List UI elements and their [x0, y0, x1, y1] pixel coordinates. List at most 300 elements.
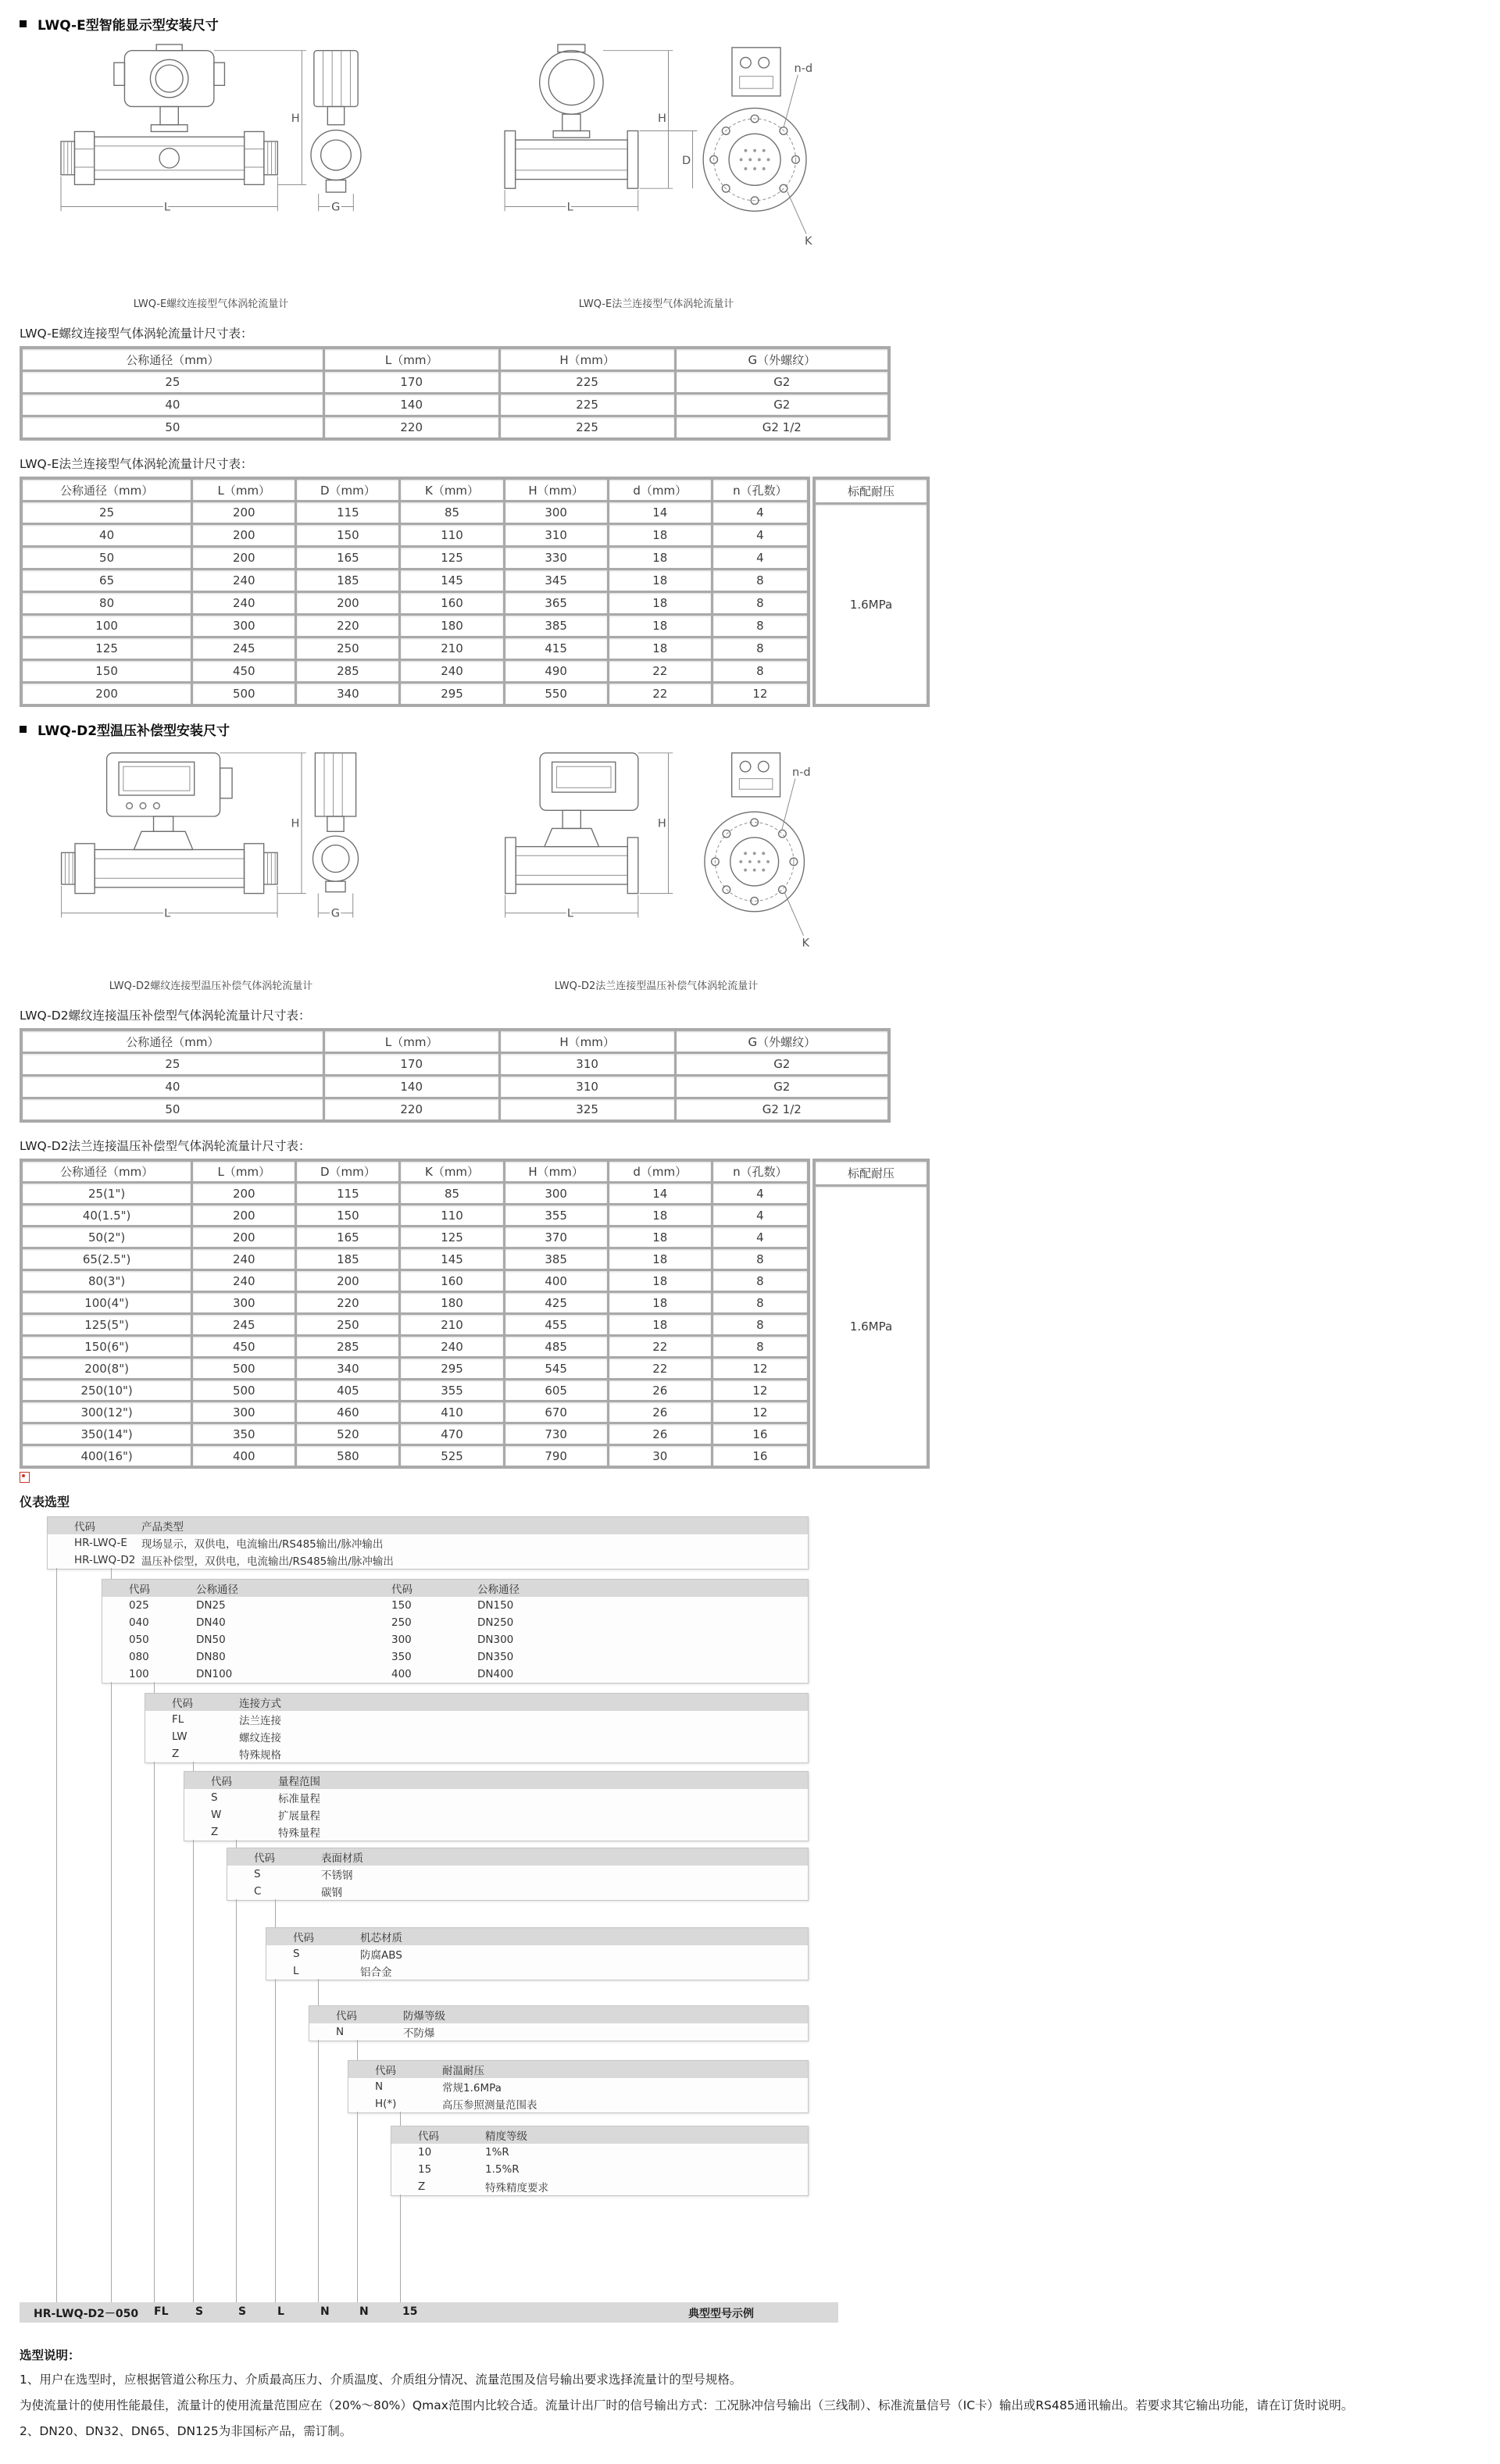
cell: 8: [713, 593, 807, 613]
cell: 30: [609, 1446, 711, 1466]
selection-block-rows: [48, 1534, 808, 1569]
tree-line: [154, 1682, 155, 1693]
figure-caption: LWQ-D2法兰连接型温压补偿气体涡轮流量计: [554, 980, 759, 992]
cell: G2: [677, 395, 888, 415]
selection-row: [391, 2161, 808, 2178]
table4-title: LWQ-D2法兰连接温压补偿型气体涡轮流量计尺寸表：: [20, 1139, 311, 1153]
code-column-header: 代码: [418, 2130, 439, 2143]
cell: 160: [401, 593, 502, 613]
table-lwq-e-threaded-dimensions: [20, 346, 891, 441]
table-lwq-e-flanged-dimensions: [20, 477, 810, 707]
pressure-column-header: 标配耐压: [816, 480, 927, 502]
cell: 470: [401, 1424, 502, 1444]
cell: 240: [193, 570, 295, 591]
cell: 140: [325, 395, 498, 415]
cell: 65: [23, 570, 191, 591]
table-row: [23, 1380, 807, 1400]
cell: 12: [713, 1402, 807, 1422]
cell: 300: [505, 502, 607, 523]
cell: 26: [609, 1380, 711, 1400]
cell: 200: [193, 1205, 295, 1225]
label-column-header: 防爆等级: [403, 2010, 445, 2023]
cell: 14: [609, 502, 711, 523]
cell: 285: [297, 661, 398, 681]
selection-heading: 仪表选型: [20, 1494, 70, 1509]
selection-block-rows: [145, 1711, 808, 1762]
cell: 790: [505, 1446, 607, 1466]
cell: 40: [23, 525, 191, 545]
description: 现场显示，双供电，电流输出/RS485输出/脉冲输出: [141, 1538, 384, 1551]
cell: 100: [23, 616, 191, 636]
cell: 8: [713, 1337, 807, 1356]
cell: 200: [193, 502, 295, 523]
table-row: [23, 616, 807, 636]
note-paragraph: 为使流量计的使用性能最佳，流量计的使用流量范围应在（20%～80%）Qmax范围内比较合适。流量计出厂时的信号输出方式：工况脉冲信号输出（三线制）、标准流量信号（IC卡）输出或RS485通讯输出。若要求其它输出功能，请在订货时说明。: [20, 2398, 1354, 2412]
code: S: [254, 1868, 261, 1880]
table-row: [23, 1402, 807, 1422]
cell: 100(4"): [23, 1293, 191, 1312]
cell: 150: [23, 661, 191, 681]
pressure-column: [812, 1159, 930, 1469]
section1-title: [20, 14, 1500, 34]
figure-caption: LWQ-D2螺纹连接型温压补偿气体涡轮流量计: [109, 980, 313, 992]
cell: 16: [713, 1446, 807, 1466]
cell: 200(8"): [23, 1359, 191, 1378]
code: S: [211, 1791, 218, 1804]
table-row: [23, 1184, 807, 1203]
cell: 300: [193, 1293, 295, 1312]
cell: 350(14"): [23, 1424, 191, 1444]
code: HR-LWQ-E: [74, 1537, 127, 1549]
description: DN25: [196, 1599, 226, 1612]
column-header: H（mm）: [501, 1031, 674, 1052]
table-row: [23, 684, 807, 704]
cell: 340: [297, 684, 398, 704]
table-row: [23, 570, 807, 591]
section1-drawings: [20, 43, 1500, 310]
table-row: [23, 661, 807, 681]
cell: 415: [505, 638, 607, 659]
cell: 18: [609, 1293, 711, 1312]
code: 150: [391, 1599, 412, 1612]
code: 10: [418, 2146, 432, 2159]
cell: 80: [23, 593, 191, 613]
selection-block-rows: [227, 1866, 808, 1900]
description: 标准量程: [278, 1793, 320, 1805]
cell: 22: [609, 661, 711, 681]
cell: 250(10"): [23, 1380, 191, 1400]
cell: 340: [297, 1359, 398, 1378]
cell: 300: [505, 1184, 607, 1203]
description: 特殊量程: [278, 1827, 320, 1840]
cell: 8: [713, 661, 807, 681]
broken-image-icon: [20, 1472, 30, 1483]
tree-line: [318, 1979, 319, 2005]
selection-block-header: [227, 1848, 808, 1866]
cell: 110: [401, 1205, 502, 1225]
selection-row: [266, 1945, 808, 1962]
description: 常规1.6MPa: [442, 2082, 502, 2094]
cell: 580: [297, 1446, 398, 1466]
description: 防腐ABS: [360, 1949, 402, 1962]
cell: 240: [193, 1249, 295, 1269]
cell: 150: [297, 1205, 398, 1225]
selection-block-explosion-proof: [309, 2005, 809, 2041]
cell: 330: [505, 548, 607, 568]
description: 法兰连接: [239, 1715, 281, 1727]
cell: 300: [193, 1402, 295, 1422]
cell: 40: [23, 1077, 323, 1097]
bullet-square-icon: [20, 20, 27, 27]
code: LW: [172, 1730, 188, 1743]
table-row: [23, 1359, 807, 1378]
cell: 550: [505, 684, 607, 704]
tree-line: [193, 1840, 194, 2302]
table-row: [23, 1227, 807, 1247]
dim-l-label: L: [164, 907, 171, 920]
label-column-header: 公称通径: [196, 1584, 238, 1596]
cell: 170: [325, 1054, 498, 1074]
dim-g-label: G: [330, 907, 340, 920]
description: DN400: [477, 1668, 514, 1680]
dim-d-label: D: [681, 155, 691, 168]
note-2: 2、DN20、DN32、DN65、DN125为非国标产品，需订制。: [20, 2424, 352, 2438]
cell: G2: [677, 1054, 888, 1074]
cell: 220: [325, 1099, 498, 1120]
code-column-header: 代码: [129, 1584, 150, 1596]
cell: 185: [297, 1249, 398, 1269]
code: 025: [129, 1599, 149, 1612]
cell: 180: [401, 616, 502, 636]
cell: 12: [713, 1359, 807, 1378]
section2-drawings: [20, 748, 1500, 992]
description: DN100: [196, 1668, 233, 1680]
tree-line: [111, 1568, 112, 1579]
label-column-header: 连接方式: [239, 1698, 281, 1710]
cell: 4: [713, 525, 807, 545]
pressure-value: 1.6MPa: [816, 505, 927, 704]
cell: 300(12"): [23, 1402, 191, 1422]
selection-block-product-type: [47, 1516, 809, 1569]
table-header-row: [23, 1162, 807, 1181]
selection-block-nominal-diameter: [102, 1579, 809, 1684]
cell: 125: [401, 548, 502, 568]
cell: 425: [505, 1293, 607, 1312]
description: 扩展量程: [278, 1810, 320, 1823]
cell: 200: [193, 525, 295, 545]
table-row: [23, 548, 807, 568]
cell: 18: [609, 593, 711, 613]
cell: 115: [297, 1184, 398, 1203]
tree-line: [193, 1762, 194, 1771]
selection-row: [184, 1789, 808, 1806]
cell: 225: [501, 372, 674, 392]
label-column-header: 机芯材质: [360, 1932, 402, 1944]
cell: 40: [23, 395, 323, 415]
selection-row: [391, 2144, 808, 2161]
cell: 240: [401, 1337, 502, 1356]
cell: 295: [401, 684, 502, 704]
selection-block-rows: [391, 2144, 808, 2195]
cell: 200: [23, 684, 191, 704]
cell: 490: [505, 661, 607, 681]
tree-line: [275, 1899, 276, 1927]
column-header: H（mm）: [505, 480, 607, 500]
cell: 22: [609, 1359, 711, 1378]
cell: 18: [609, 638, 711, 659]
cell: 25: [23, 1054, 323, 1074]
model-part: 15: [402, 2305, 418, 2318]
cell: 65(2.5"): [23, 1249, 191, 1269]
cell: G2: [677, 372, 888, 392]
column-header: G（外螺纹）: [677, 1031, 888, 1052]
table-lwq-d2-flanged-dimensions: [20, 1159, 810, 1469]
dim-h-label: H: [291, 817, 300, 830]
selection-block-rows: [309, 2023, 808, 2041]
cell: 8: [713, 616, 807, 636]
cell: 545: [505, 1359, 607, 1378]
drawing-lwq-d2-threaded: [47, 748, 375, 975]
description: 碳钢: [321, 1887, 342, 1899]
cell: 250: [297, 1315, 398, 1334]
cell: 730: [505, 1424, 607, 1444]
cell: 26: [609, 1424, 711, 1444]
cell: 180: [401, 1293, 502, 1312]
description: 高压参照测量范围表: [442, 2099, 538, 2112]
column-header: K（mm）: [401, 1162, 502, 1181]
notes-heading: 选型说明：: [20, 2348, 80, 2362]
cell: 18: [609, 616, 711, 636]
code: L: [293, 1965, 299, 1977]
cell: 22: [609, 1337, 711, 1356]
label-column-header: 产品类型: [141, 1521, 184, 1534]
cell: 25(1"): [23, 1184, 191, 1203]
cell: 400(16"): [23, 1446, 191, 1466]
selection-row: [102, 1648, 808, 1666]
dim-h-label: H: [657, 817, 666, 830]
cell: 520: [297, 1424, 398, 1444]
selection-row: [348, 2078, 808, 2095]
selection-row: [145, 1745, 808, 1762]
selection-block-header: [48, 1517, 808, 1534]
selection-row: [184, 1823, 808, 1841]
column-header: 公称通径（mm）: [23, 1162, 191, 1181]
selection-block-range: [184, 1771, 809, 1841]
selection-block-temp-pressure: [348, 2060, 809, 2113]
code: 350: [391, 1651, 412, 1663]
cell: 8: [713, 1315, 807, 1334]
description: 1.5%R: [485, 2163, 520, 2176]
cell: 18: [609, 525, 711, 545]
table-header-row: [23, 349, 888, 370]
cell: 18: [609, 1315, 711, 1334]
cell: 325: [501, 1099, 674, 1120]
cell: 245: [193, 1315, 295, 1334]
cell: 370: [505, 1227, 607, 1247]
note-1: 1、用户在选型时，应根据管道公称压力、介质最高压力、介质温度、介质组分情况、流量范围及信号输出要求选择流量计的型号规格。: [20, 2373, 742, 2387]
cell: 26: [609, 1402, 711, 1422]
cell: 450: [193, 1337, 295, 1356]
code: HR-LWQ-D2: [74, 1554, 136, 1566]
cell: 80(3"): [23, 1271, 191, 1291]
code-column-header: 代码: [293, 1932, 314, 1944]
column-header: L（mm）: [193, 480, 295, 500]
cell: 4: [713, 1205, 807, 1225]
table1-title: LWQ-E螺纹连接型气体涡轮流量计尺寸表：: [20, 327, 253, 341]
dim-l-label: L: [566, 201, 573, 214]
code: W: [211, 1809, 222, 1821]
cell: 150(6"): [23, 1337, 191, 1356]
cell: 500: [193, 684, 295, 704]
table-row: [23, 593, 807, 613]
table-row: [23, 1293, 807, 1312]
cell: 125: [23, 638, 191, 659]
dim-g-label: G: [331, 201, 341, 214]
cell: 40(1.5"): [23, 1205, 191, 1225]
description: DN80: [196, 1651, 226, 1663]
description: 特殊规格: [239, 1749, 281, 1762]
code: 15: [418, 2163, 432, 2176]
code-column-header: 代码: [74, 1521, 95, 1534]
pressure-column-header: 标配耐压: [816, 1162, 927, 1184]
selection-row: [227, 1866, 808, 1883]
table-row: [23, 372, 888, 392]
cell: 8: [713, 1271, 807, 1291]
table-lwq-e-flanged-wrap: [20, 477, 1500, 707]
cell: 220: [297, 616, 398, 636]
selection-block-header: [102, 1580, 808, 1597]
pressure-column: [812, 477, 930, 707]
drawing-lwq-d2-flanged: [477, 748, 836, 975]
cell: 670: [505, 1402, 607, 1422]
cell: 450: [193, 661, 295, 681]
table-row: [23, 1249, 807, 1269]
code: FL: [172, 1713, 184, 1726]
model-part: N: [359, 2305, 369, 2318]
cell: 18: [609, 1271, 711, 1291]
description: 特殊精度要求: [485, 2182, 548, 2194]
cell: 165: [297, 1227, 398, 1247]
cell: 455: [505, 1315, 607, 1334]
column-header: H（mm）: [505, 1162, 607, 1181]
drawing-lwq-e-flanged: [477, 43, 836, 293]
description: 螺纹连接: [239, 1732, 281, 1744]
cell: G2: [677, 1077, 888, 1097]
selection-row: [48, 1552, 808, 1569]
cell: 16: [713, 1424, 807, 1444]
model-part: S: [238, 2305, 247, 2318]
cell: 200: [193, 1184, 295, 1203]
dim-h-label: H: [291, 112, 300, 125]
cell: 110: [401, 525, 502, 545]
selection-row: [227, 1883, 808, 1900]
cell: 345: [505, 570, 607, 591]
cell: 170: [325, 372, 498, 392]
cell: 400: [193, 1446, 295, 1466]
cell: 160: [401, 1271, 502, 1291]
selection-block-surface-material: [227, 1848, 809, 1901]
tree-line: [236, 1840, 237, 1848]
selection-row: [102, 1631, 808, 1648]
table-row: [23, 638, 807, 659]
selection-block-connection-type: [145, 1693, 809, 1763]
cell: 220: [325, 417, 498, 437]
label-column-header: 表面材质: [321, 1852, 363, 1865]
selection-tree: [20, 1516, 1500, 2335]
cell: 605: [505, 1380, 607, 1400]
selection-block-core-material: [266, 1927, 809, 1980]
figure-lwq-e-flanged: [477, 43, 836, 310]
cell: 310: [501, 1054, 674, 1074]
cell: 150: [297, 525, 398, 545]
selection-block-header: [391, 2127, 808, 2144]
cell: 85: [401, 1184, 502, 1203]
table-row: [23, 1446, 807, 1466]
section2-title-text: LWQ-D2型温压补偿型安装尺寸: [38, 723, 230, 739]
selection-row: [391, 2178, 808, 2195]
column-header: n（孔数）: [713, 480, 807, 500]
table-header-row: [23, 1031, 888, 1052]
table-row: [23, 1424, 807, 1444]
table-row: [23, 417, 888, 437]
cell: 295: [401, 1359, 502, 1378]
cell: 18: [609, 1249, 711, 1269]
selection-block-header: [266, 1928, 808, 1945]
code-column-header: 代码: [211, 1776, 232, 1788]
table-row: [23, 1337, 807, 1356]
figure-caption: LWQ-E螺纹连接型气体涡轮流量计: [133, 298, 289, 310]
cell: 210: [401, 638, 502, 659]
column-header: 公称通径（mm）: [23, 349, 323, 370]
cell: 8: [713, 1249, 807, 1269]
typical-model-bar: [20, 2302, 838, 2323]
cell: 8: [713, 638, 807, 659]
code-column-header: 代码: [254, 1852, 275, 1865]
drawing-lwq-e-threaded: [47, 43, 375, 293]
selection-row: [309, 2023, 808, 2041]
table-row: [23, 1099, 888, 1120]
cell: 355: [401, 1380, 502, 1400]
column-header: 公称通径（mm）: [23, 480, 191, 500]
code: N: [336, 2026, 345, 2038]
column-header: L（mm）: [325, 349, 498, 370]
code: 080: [129, 1651, 149, 1663]
figure-caption: LWQ-E法兰连接型气体涡轮流量计: [578, 298, 734, 310]
dim-nd-label: n-d: [794, 62, 813, 75]
column-header: L（mm）: [193, 1162, 295, 1181]
description: 温压补偿型，双供电，电流输出/RS485输出/脉冲输出: [141, 1555, 394, 1568]
cell: 50: [23, 548, 191, 568]
code: 100: [129, 1668, 149, 1680]
code: N: [375, 2080, 384, 2093]
typical-model-label: 典型型号示例: [688, 2308, 754, 2320]
cell: 4: [713, 1227, 807, 1247]
table-lwq-d2-threaded-dimensions: [20, 1028, 891, 1123]
dim-nd-label: n-d: [792, 766, 811, 779]
selection-row: [184, 1806, 808, 1823]
cell: 4: [713, 548, 807, 568]
table2-title: LWQ-E法兰连接型气体涡轮流量计尺寸表：: [20, 457, 253, 471]
dim-k-label: K: [805, 234, 812, 248]
selection-block-header: [309, 2006, 808, 2023]
selection-row: [145, 1728, 808, 1745]
label-column-header: 量程范围: [278, 1776, 320, 1788]
table-lwq-d2-flanged-wrap: [20, 1159, 1500, 1469]
cell: 500: [193, 1380, 295, 1400]
code: H(*): [375, 2098, 397, 2110]
cell: 500: [193, 1359, 295, 1378]
cell: 50: [23, 417, 323, 437]
